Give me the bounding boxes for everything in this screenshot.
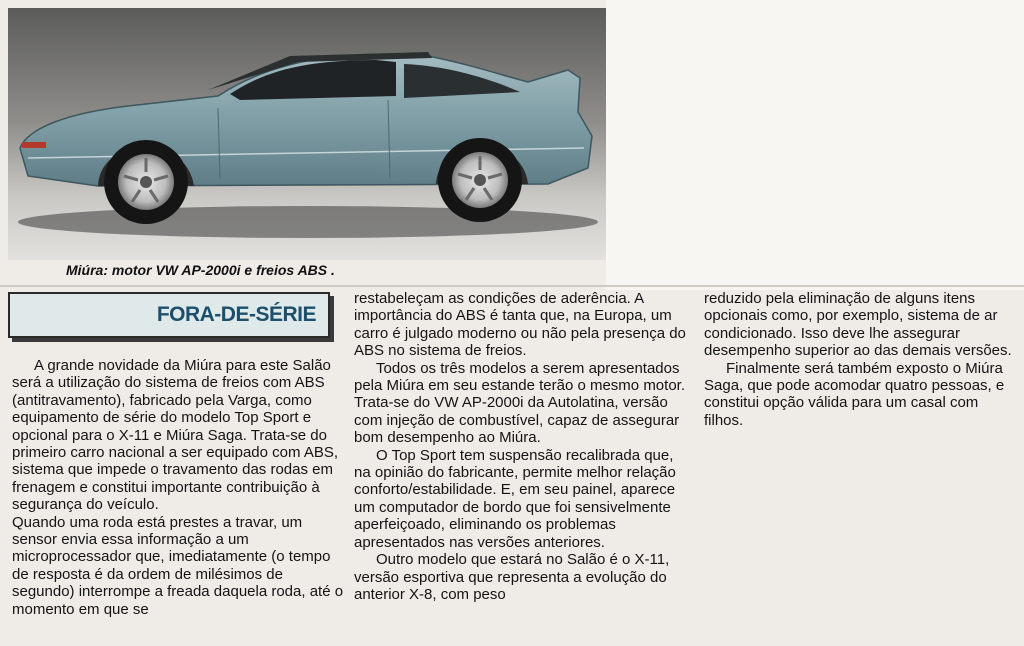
section-divider [0,285,1024,287]
photo-caption: Miúra: motor VW AP-2000i e freios ABS . [66,262,335,278]
article-column-2 [354,290,690,603]
article-column-1 [12,357,346,618]
paragraph: Finalmente será também exposto o Miúra Saga, que pode acomodar quatro pessoas, e constitui opção válida para um casal com filhos. [704,359,1005,429]
section-title: FORA-DE-SÉRIE [156,303,316,326]
paragraph: O Top Sport tem suspensão recalibrada que, na opinião do fabricante, permite melhor relação conforto/estabilidade. E, em seu painel, aparece um computador de bordo que foi sensivelmente aperfeiçoado, eliminando os problemas apresentados nas versões anteriores. [354,446,676,551]
paragraph: A grande novidade da Miúra para este Salão será a utilização do sistema de freios com ABS (antitravamento), fabricado pela Varga, como equipamento de série do modelo Top Sport e opcional para o X-11 e Miúra Saga. Trata-se do primeiro carro nacional a ser equipado com ABS, sistema que impede o travamento das rodas em frenagem e constitui importante contribuição à segurança do veículo. [12,357,339,514]
scan-blank-area [606,0,1024,290]
paragraph: restabeleçam as condições de aderência. A importância do ABS é tanta que, na Europa, um carro é julgado moderno ou não pela presença do ABS no sistema de freios. [354,290,686,360]
paragraph: Quando uma roda está prestes a travar, um sensor envia essa informação a um microprocessador que, imediatamente (o tempo de resposta é da ordem de milésimos de segundo) interrompe a freada daquela roda, até o momento em que se [12,513,344,618]
car-photo [8,8,606,260]
paragraph: Todos os três modelos a serem apresentados pela Miúra em seu estande terão o mesmo motor. Trata-se do VW AP-2000i da Autolatina, versão com injeção de combustível, capaz de assegurar bom desempenho ao Miúra. [354,359,685,447]
section-title-box [8,292,330,338]
article-column-3 [704,290,1020,429]
paragraph: reduzido pela eliminação de alguns itens opcionais como, por exemplo, sistema de ar condicionado. Isso deve lhe assegurar desempenho superior ao das demais versões. [704,290,1012,360]
paragraph: Outro modelo que estará no Salão é o X-11, versão esportiva que representa a evolução do anterior X-8, com peso [354,551,670,603]
